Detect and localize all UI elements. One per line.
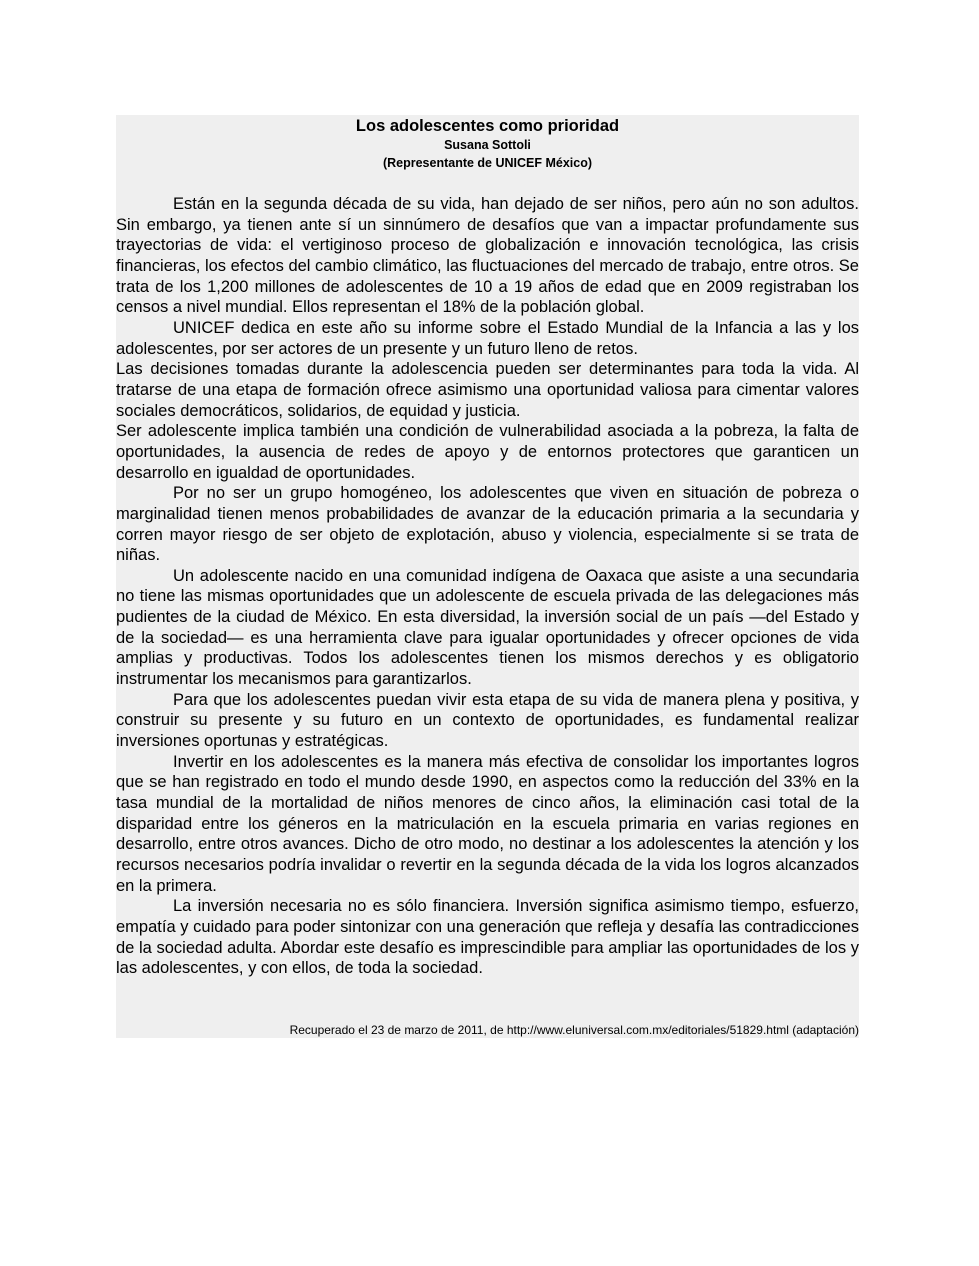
paragraph: Un adolescente nacido en una comunidad indígena de Oaxaca que asiste a una secundaria no tiene las mismas oportunidades que un adolescente de escuela privada de las delegaciones más pudientes de la ciudad de México. En esta diversidad, la inversión social de un país —del Estado y de la sociedad— es una herramienta clave para igualar oportunidades y ofrecer opciones de vida amplias y productivas. Todos los adolescentes tienen los mismos derechos y es obligatorio instrumentar los mecanismos para garantizarlos.: [116, 566, 859, 689]
paragraph: Por no ser un grupo homogéneo, los adolescentes que viven en situación de pobreza o marginalidad tienen menos probabilidades de avanzar de la educación primaria a la secundaria y corren mayor riesgo de ser objeto de explotación, abuso y violencia, especialmente si se trata de niñas.: [116, 484, 859, 565]
paragraph: Las decisiones tomadas durante la adolescencia pueden ser determinantes para toda la vida. Al tratarse de una etapa de formación ofrece asimismo una oportunidad valiosa para cimentar valores sociales democráticos, solidarios, de equidad y justicia.: [116, 360, 859, 420]
paragraph: Ser adolescente implica también una condición de vulnerabilidad asociada a la pobreza, la falta de oportunidades, la ausencia de redes de apoyo y de entornos protectores que garanticen un desarrollo en igualdad de oportunidades.: [116, 422, 859, 482]
article-box: [116, 115, 859, 1038]
article-body: [116, 194, 859, 979]
paragraph: Para que los adolescentes puedan vivir esta etapa de su vida de manera plena y positiva, y construir su presente y su futuro en un contexto de oportunidades, es fundamental realizar inversiones oportunas y estratégicas.: [116, 690, 859, 751]
article-title: Los adolescentes como prioridad: [355, 117, 620, 135]
paragraph: UNICEF dedica en este año su informe sobre el Estado Mundial de la Infancia a las y los adolescentes, por ser actores de un presente y un futuro lleno de retos.: [116, 318, 859, 358]
paragraph: Están en la segunda década de su vida, han dejado de ser niños, pero aún no son adultos. Sin embargo, ya tienen ante sí un sinnúmero de desafíos que van a impactar profundamente sus trayectorias de vida: el vertiginoso proceso de globalización e innovación tecnológica, las crisis financieras, los efectos del cambio climático, las fluctuaciones del mercado de trabajo, entre otros. Se trata de los 1,200 millones de adolescentes de 10 a 19 años de edad que en 2009 registraban los censos a nivel mundial. Ellos representan el 18% de la población global.: [116, 195, 859, 317]
paragraph: Invertir en los adolescentes es la manera más efectiva de consolidar los importantes logros que se han registrado en todo el mundo desde 1990, en aspectos como la reducción del 33% en la tasa mundial de la mortalidad de niños menores de cinco años, la eliminación casi total de la disparidad entre los géneros en la matriculación en la escuela primaria en varias regiones en desarrollo, entre otros avances. Dicho de otro modo, no destinar a los adolescentes la atención y los recursos necesarios podría invalidar o revertir en la segunda década de la vida los logros alcanzados en la primera.: [116, 752, 859, 895]
source-citation: Recuperado el 23 de marzo de 2011, de http://www.eluniversal.com.mx/editoriales/51829.html (adaptación): [289, 1023, 859, 1037]
author-role: (Representante de UNICEF México): [382, 156, 593, 170]
article-author: Susana Sottoli: [444, 138, 531, 152]
paragraph: La inversión necesaria no es sólo financiera. Inversión significa asimismo tiempo, esfuerzo, empatía y cuidado para poder sintonizar con una generación que refleja y desafía las contradicciones de la sociedad adulta. Abordar este desafío es imprescindible para ampliar las oportunidades de los y las adolescentes, y con ellos, de toda la sociedad.: [116, 897, 859, 978]
